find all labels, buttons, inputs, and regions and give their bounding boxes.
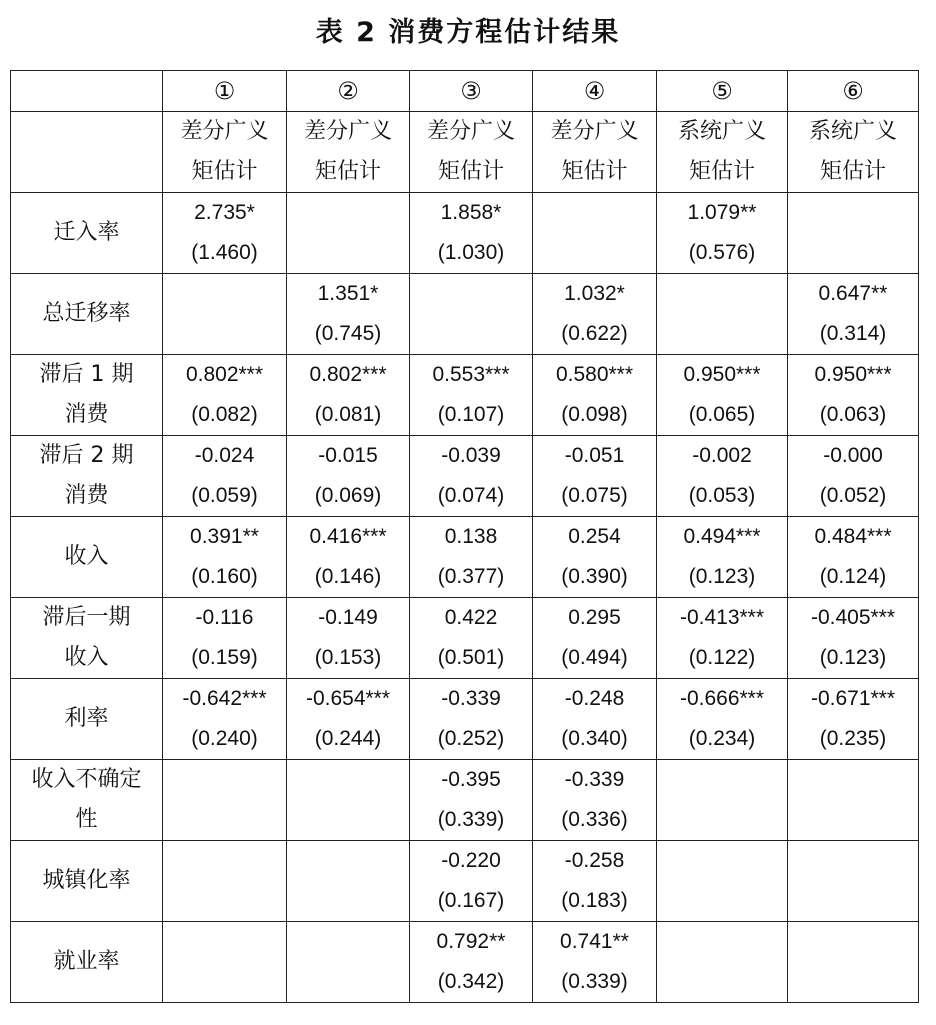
coefficient-value: -0.002 xyxy=(692,444,752,467)
row-label-text: 性 xyxy=(75,807,98,832)
standard-error-value: (0.074) xyxy=(437,484,505,507)
table-cell xyxy=(410,679,533,760)
header-row-method xyxy=(11,112,919,193)
table-cell xyxy=(788,355,919,436)
standard-error-value: (0.159) xyxy=(191,646,258,669)
standard-error-value: (0.622) xyxy=(561,322,628,345)
standard-error-value: (0.081) xyxy=(314,403,382,426)
table-cell xyxy=(287,517,410,598)
table-cell xyxy=(163,517,287,598)
table-cell xyxy=(533,274,657,355)
coefficient-value: 0.950*** xyxy=(814,363,892,386)
coefficient-value: 0.494*** xyxy=(683,525,761,548)
table-cell xyxy=(657,760,788,841)
column-number xyxy=(163,71,287,112)
column-number-label: ⑤ xyxy=(711,77,733,105)
table-title: 表 2 消费方程估计结果 xyxy=(315,17,621,48)
standard-error-value: (0.069) xyxy=(314,484,382,507)
table-cell xyxy=(533,436,657,517)
coefficient-value: -0.024 xyxy=(194,444,255,467)
coefficient-value: 0.792** xyxy=(436,930,506,953)
table-cell xyxy=(287,436,410,517)
coefficient-value: -0.258 xyxy=(564,849,625,872)
coefficient-value: -0.149 xyxy=(318,606,378,629)
standard-error-value: (0.160) xyxy=(191,565,258,588)
standard-error-value: (0.377) xyxy=(437,565,505,588)
table-cell xyxy=(287,760,410,841)
table-cell xyxy=(410,517,533,598)
coefficient-value: 0.422 xyxy=(444,606,498,629)
coefficient-value: 2.735* xyxy=(194,201,255,224)
table-cell xyxy=(287,922,410,1003)
coefficient-value: -0.339 xyxy=(441,687,501,710)
column-method xyxy=(533,112,657,193)
table-cell xyxy=(410,841,533,922)
table-cell xyxy=(657,598,788,679)
standard-error-value: (1.030) xyxy=(437,241,505,264)
coefficient-value: -0.000 xyxy=(823,444,883,467)
table-cell xyxy=(163,922,287,1003)
row-label-text: 收入不确定 xyxy=(31,767,142,792)
table-cell xyxy=(533,598,657,679)
coefficient-value: 0.484*** xyxy=(814,525,892,548)
coefficient-value: 0.647** xyxy=(818,282,888,305)
table-cell xyxy=(287,679,410,760)
table-cell xyxy=(163,841,287,922)
table-cell xyxy=(410,436,533,517)
row-label xyxy=(11,517,163,598)
row-label xyxy=(11,274,163,355)
table-cell xyxy=(788,841,919,922)
corner-cell xyxy=(11,112,163,193)
standard-error-value: (0.252) xyxy=(437,727,505,750)
table-cell xyxy=(287,841,410,922)
standard-error-value: (0.234) xyxy=(688,727,756,750)
standard-error-value: (0.235) xyxy=(819,727,887,750)
table-cell xyxy=(533,679,657,760)
row-label-text: 总迁移率 xyxy=(42,301,131,326)
table-cell xyxy=(287,598,410,679)
row-label-text: 迁入率 xyxy=(53,220,120,245)
standard-error-value: (0.052) xyxy=(819,484,887,507)
coefficient-value: -0.039 xyxy=(441,444,501,467)
table-cell xyxy=(657,355,788,436)
table-cell xyxy=(788,922,919,1003)
table-row xyxy=(11,922,919,1003)
table-cell xyxy=(657,922,788,1003)
coefficient-value: -0.051 xyxy=(564,444,625,467)
table-cell xyxy=(533,517,657,598)
table-cell xyxy=(788,598,919,679)
column-method-label: 矩估计 xyxy=(688,159,755,184)
table-row xyxy=(11,436,919,517)
column-number-label: ⑥ xyxy=(842,77,864,105)
column-method-label: 差分广义 xyxy=(303,119,392,144)
column-method-label: 矩估计 xyxy=(437,159,504,184)
standard-error-value: (0.063) xyxy=(819,403,887,426)
coefficient-value: 0.580*** xyxy=(555,363,634,386)
coefficient-value: 1.351* xyxy=(317,282,379,305)
table-row xyxy=(11,598,919,679)
table-cell xyxy=(163,679,287,760)
table-cell xyxy=(657,193,788,274)
coefficient-value: 0.802*** xyxy=(185,363,264,386)
table-cell xyxy=(533,841,657,922)
row-label xyxy=(11,760,163,841)
coefficient-value: 0.950*** xyxy=(683,363,761,386)
table-cell xyxy=(163,598,287,679)
header-row-model-number xyxy=(11,71,919,112)
column-method-label: 矩估计 xyxy=(561,159,628,184)
row-label xyxy=(11,355,163,436)
table-row xyxy=(11,679,919,760)
standard-error-value: (0.075) xyxy=(561,484,628,507)
row-label-text: 城镇化率 xyxy=(42,868,131,893)
table-cell xyxy=(657,517,788,598)
coefficient-value: -0.654*** xyxy=(305,687,391,710)
column-method xyxy=(657,112,788,193)
table-cell xyxy=(410,598,533,679)
table-cell xyxy=(163,274,287,355)
coefficient-value: -0.671*** xyxy=(810,687,896,710)
estimation-results-table xyxy=(10,70,919,1003)
coefficient-value: 0.138 xyxy=(444,525,498,548)
table-cell xyxy=(410,355,533,436)
column-method-label: 差分广义 xyxy=(180,119,269,144)
coefficient-value: -0.339 xyxy=(564,768,625,791)
table-cell xyxy=(657,679,788,760)
standard-error-value: (0.342) xyxy=(437,970,505,993)
coefficient-value: 0.254 xyxy=(568,525,621,548)
coefficient-value: 0.741** xyxy=(560,930,629,953)
column-number xyxy=(410,71,533,112)
table-cell xyxy=(163,760,287,841)
table-row xyxy=(11,517,919,598)
column-number xyxy=(287,71,410,112)
row-label xyxy=(11,436,163,517)
standard-error-value: (0.745) xyxy=(314,322,382,345)
standard-error-value: (0.390) xyxy=(561,565,628,588)
table-cell xyxy=(788,193,919,274)
table-cell xyxy=(657,274,788,355)
standard-error-value: (1.460) xyxy=(191,241,258,264)
row-label-text: 收入 xyxy=(64,645,109,670)
coefficient-value: -0.395 xyxy=(441,768,501,791)
row-label-text: 滞后 2 期 xyxy=(39,443,134,468)
coefficient-value: -0.248 xyxy=(564,687,625,710)
standard-error-value: (0.339) xyxy=(437,808,505,831)
standard-error-value: (0.124) xyxy=(819,565,887,588)
standard-error-value: (0.082) xyxy=(191,403,258,426)
table-cell xyxy=(788,679,919,760)
table-row xyxy=(11,274,919,355)
coefficient-value: -0.413*** xyxy=(679,606,765,629)
row-label-text: 消费 xyxy=(64,483,109,508)
standard-error-value: (0.336) xyxy=(561,808,628,831)
standard-error-value: (0.494) xyxy=(561,646,628,669)
column-number-label: ③ xyxy=(460,77,482,105)
column-number-label: ① xyxy=(213,77,236,105)
table-cell xyxy=(788,436,919,517)
standard-error-value: (0.065) xyxy=(688,403,756,426)
column-method xyxy=(410,112,533,193)
table-cell xyxy=(163,436,287,517)
standard-error-value: (0.146) xyxy=(314,565,382,588)
column-number-label: ② xyxy=(337,77,359,105)
standard-error-value: (0.244) xyxy=(314,727,382,750)
row-label-text: 消费 xyxy=(64,402,109,427)
coefficient-value: -0.220 xyxy=(441,849,501,872)
coefficient-value: -0.642*** xyxy=(182,687,267,710)
standard-error-value: (0.183) xyxy=(561,889,628,912)
column-method xyxy=(788,112,919,193)
column-method xyxy=(287,112,410,193)
coefficient-value: -0.015 xyxy=(318,444,378,467)
row-label xyxy=(11,841,163,922)
standard-error-value: (0.098) xyxy=(561,403,628,426)
coefficient-value: 0.802*** xyxy=(309,363,387,386)
standard-error-value: (0.059) xyxy=(191,484,258,507)
standard-error-value: (0.123) xyxy=(688,565,756,588)
coefficient-value: 1.032* xyxy=(564,282,625,305)
standard-error-value: (0.340) xyxy=(561,727,628,750)
table-cell xyxy=(287,355,410,436)
row-label-text: 就业率 xyxy=(53,949,120,974)
standard-error-value: (0.314) xyxy=(819,322,887,345)
standard-error-value: (0.153) xyxy=(314,646,382,669)
row-label xyxy=(11,598,163,679)
table-cell xyxy=(287,193,410,274)
coefficient-value: -0.405*** xyxy=(810,606,896,629)
row-label xyxy=(11,193,163,274)
column-number xyxy=(657,71,788,112)
column-method-label: 差分广义 xyxy=(426,119,515,144)
table-cell xyxy=(788,517,919,598)
standard-error-value: (0.167) xyxy=(437,889,505,912)
standard-error-value: (0.576) xyxy=(688,241,756,264)
table-cell xyxy=(533,355,657,436)
table-row xyxy=(11,760,919,841)
column-method-label: 矩估计 xyxy=(191,159,258,184)
table-cell xyxy=(410,760,533,841)
standard-error-value: (0.339) xyxy=(561,970,628,993)
table-row xyxy=(11,355,919,436)
column-method-label: 系统广义 xyxy=(808,119,897,144)
standard-error-value: (0.501) xyxy=(437,646,505,669)
coefficient-value: 0.416*** xyxy=(309,525,387,548)
standard-error-value: (0.122) xyxy=(688,646,756,669)
table-cell xyxy=(533,922,657,1003)
table-cell xyxy=(533,760,657,841)
column-number xyxy=(533,71,657,112)
table-cell xyxy=(657,436,788,517)
coefficient-value: -0.116 xyxy=(195,606,254,629)
coefficient-value: 0.391** xyxy=(190,525,259,548)
table-row xyxy=(11,841,919,922)
table-cell xyxy=(533,193,657,274)
table-cell xyxy=(410,922,533,1003)
coefficient-value: -0.666*** xyxy=(679,687,765,710)
column-method-label: 差分广义 xyxy=(550,119,639,144)
row-label-text: 滞后 1 期 xyxy=(39,362,134,387)
coefficient-value: 1.079** xyxy=(687,201,757,224)
table-cell xyxy=(410,274,533,355)
row-label xyxy=(11,679,163,760)
table-cell xyxy=(287,274,410,355)
coefficient-value: 0.295 xyxy=(568,606,621,629)
row-label-text: 滞后一期 xyxy=(42,605,131,630)
column-method-label: 矩估计 xyxy=(314,159,381,184)
column-number-label: ④ xyxy=(583,77,606,105)
table-cell xyxy=(163,355,287,436)
table-cell xyxy=(410,193,533,274)
coefficient-value: 1.858* xyxy=(440,201,502,224)
table-cell xyxy=(163,193,287,274)
standard-error-value: (0.053) xyxy=(688,484,756,507)
table-cell xyxy=(788,760,919,841)
column-number xyxy=(788,71,919,112)
table-cell xyxy=(657,841,788,922)
column-method xyxy=(163,112,287,193)
table-cell xyxy=(788,274,919,355)
row-label-text: 利率 xyxy=(64,706,109,731)
standard-error-value: (0.107) xyxy=(437,403,505,426)
corner-cell xyxy=(11,71,163,112)
row-label-text: 收入 xyxy=(64,544,109,569)
column-method-label: 系统广义 xyxy=(677,119,766,144)
standard-error-value: (0.123) xyxy=(819,646,887,669)
table-row xyxy=(11,193,919,274)
standard-error-value: (0.240) xyxy=(191,727,258,750)
row-label xyxy=(11,922,163,1003)
coefficient-value: 0.553*** xyxy=(432,363,510,386)
column-method-label: 矩估计 xyxy=(819,159,886,184)
